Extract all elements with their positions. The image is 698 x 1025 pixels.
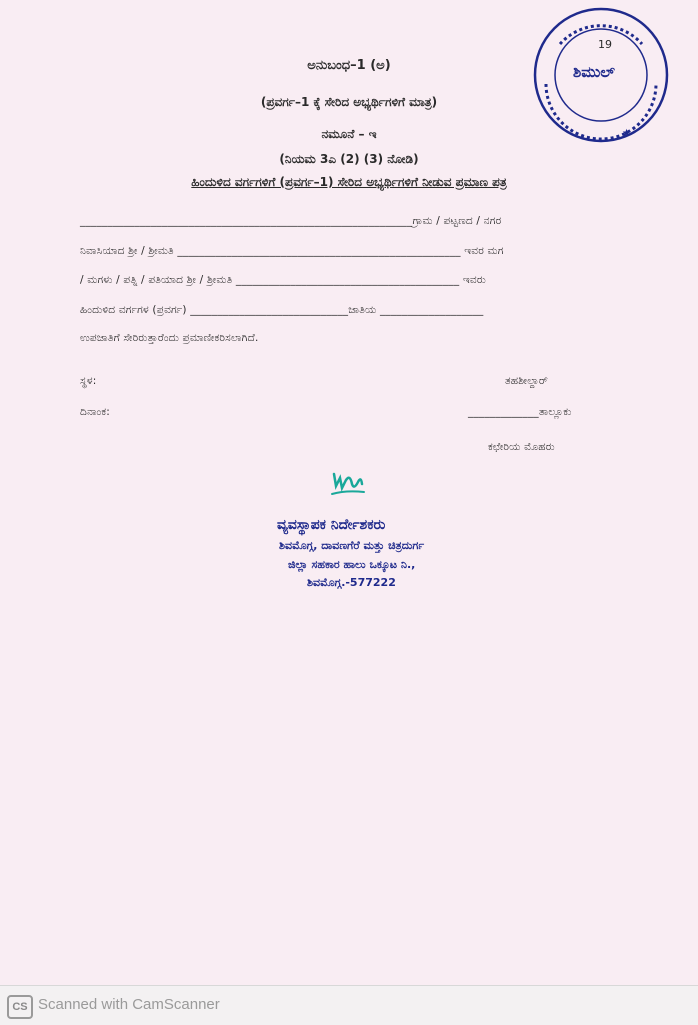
tahsildar-label: ತಹಶೀಲ್ದಾರ್ [505, 375, 549, 387]
stamp-line-3: ಶಿವಮೊಗ್ಗ.-577222 [307, 576, 396, 589]
office-seal-label: ಕಛೇರಿಯ ಮೊಹರು [488, 441, 555, 453]
certificate-title: ಹಿಂದುಳಿದ ವರ್ಗಗಳಿಗೆ (ಪ್ರವರ್ಗ–1) ಸೇರಿದ ಅಭ್ಯರ್ಥಿಗಳಿಗೆ ನೀಡುವ ಪ್ರಮಾಣ ಪತ್ರ [191, 175, 507, 189]
svg-text:★: ★ [622, 128, 631, 139]
place-label: ಸ್ಥಳ: [80, 375, 97, 387]
category-note: (ಪ್ರವರ್ಗ–1 ಕ್ಕೆ ಸೇರಿದ ಅಭ್ಯರ್ಥಿಗಳಿಗೆ ಮಾತ್ರ) [260, 95, 438, 109]
annex-heading: ಅನುಬಂಧ–1 (ಅ) [307, 58, 391, 73]
body-line-5: ಉಪಜಾತಿಗೆ ಸೇರಿರುತ್ತಾರೆಂದು ಪ್ರಮಾಣೀಕರಿಸಲಾಗಿದೆ. [80, 332, 259, 344]
scanner-footer [0, 985, 698, 1025]
form-name: ನಮೂನೆ – ಇ [321, 127, 377, 141]
body-line-4: ಹಿಂದುಳಿದ ವರ್ಗಗಳ (ಪ್ರವರ್ಗ) _____________________________ಜಾತಿಯ ___________________ [80, 304, 484, 316]
stamp-line-2: ಜಿಲ್ಲಾ ಸಹಕಾರ ಹಾಲು ಒಕ್ಕೂಟ ನಿ., [288, 558, 416, 571]
camscanner-logo: CS [7, 995, 33, 1019]
seal-center-text: ಶಿಮುಲ್ [573, 63, 615, 81]
rule-reference: (ನಿಯಮ 3ಎ (2) (3) ನೋಡಿ) [279, 152, 419, 166]
body-line-1: _____________________________________________________________ಗ್ರಾಮ / ಪಟ್ಟಣದ / ನಗರ [80, 215, 502, 227]
camscanner-text: Scanned with CamScanner [38, 996, 220, 1013]
stamp-line-1: ಶಿವಮೊಗ್ಗ, ದಾವಣಗೆರೆ ಮತ್ತು ಚಿತ್ರದುರ್ಗ [279, 539, 425, 552]
signature [330, 470, 370, 504]
date-label: ದಿನಾಂಕ: [80, 406, 111, 418]
page-number: 19 [598, 38, 612, 51]
stamp-title: ವ್ಯವಸ್ಥಾಪಕ ನಿರ್ದೇಶಕರು [277, 517, 386, 533]
taluk-label: _____________ತಾಲ್ಲೂಕು [468, 406, 572, 418]
body-line-3: / ಮಗಳು / ಪತ್ನಿ / ಪತಿಯಾದ ಶ್ರೀ / ಶ್ರೀಮತಿ _________________________________________ ಇವರು [80, 274, 486, 286]
body-line-2: ನಿವಾಸಿಯಾದ ಶ್ರೀ / ಶ್ರೀಮತಿ ____________________________________________________ ಇವರ ಮಗ [80, 245, 504, 257]
